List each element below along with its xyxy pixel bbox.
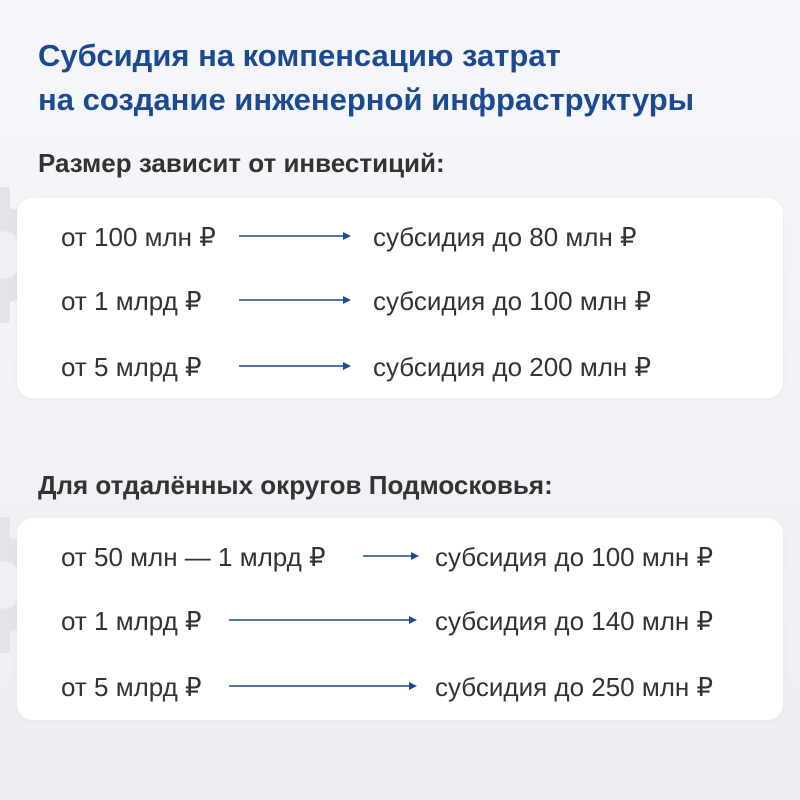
arrow-right-icon	[363, 536, 419, 576]
title-line-2: на создание инженерной инфраструктуры	[38, 82, 695, 117]
investment-amount: от 5 млрд ₽	[61, 672, 202, 702]
investment-amount: от 5 млрд ₽	[61, 352, 202, 382]
investment-amount: от 1 млрд ₽	[61, 286, 202, 316]
remote-districts-card	[17, 518, 783, 720]
section2-heading: Для отдалённых округов Подмосковья:	[38, 470, 553, 500]
subsidy-amount: субсидия до 140 млн ₽	[435, 606, 714, 636]
investment-card	[17, 198, 783, 398]
investment-amount: от 100 млн ₽	[61, 222, 216, 252]
subsidy-row	[17, 346, 783, 386]
subsidy-row	[17, 280, 783, 320]
arrow-right-icon	[239, 346, 351, 386]
subsidy-amount: субсидия до 200 млн ₽	[373, 352, 652, 382]
arrow-right-icon	[239, 280, 351, 320]
arrow-right-icon	[229, 600, 417, 640]
arrow-right-icon	[229, 666, 417, 706]
title-line-1: Субсидия на компенсацию затрат	[38, 38, 561, 73]
subsidy-row	[17, 216, 783, 256]
subsidy-row	[17, 536, 783, 576]
subsidy-amount: субсидия до 250 млн ₽	[435, 672, 714, 702]
arrow-right-icon	[239, 216, 351, 256]
section1-heading: Размер зависит от инвестиций:	[38, 148, 445, 178]
subsidy-row	[17, 600, 783, 640]
investment-amount: от 1 млрд ₽	[61, 606, 202, 636]
subsidy-row	[17, 666, 783, 706]
subsidy-amount: субсидия до 100 млн ₽	[435, 542, 714, 572]
investment-amount: от 50 млн — 1 млрд ₽	[61, 542, 326, 572]
subsidy-amount: субсидия до 100 млн ₽	[373, 286, 652, 316]
page-title	[38, 34, 694, 122]
subsidy-amount: субсидия до 80 млн ₽	[373, 222, 637, 252]
